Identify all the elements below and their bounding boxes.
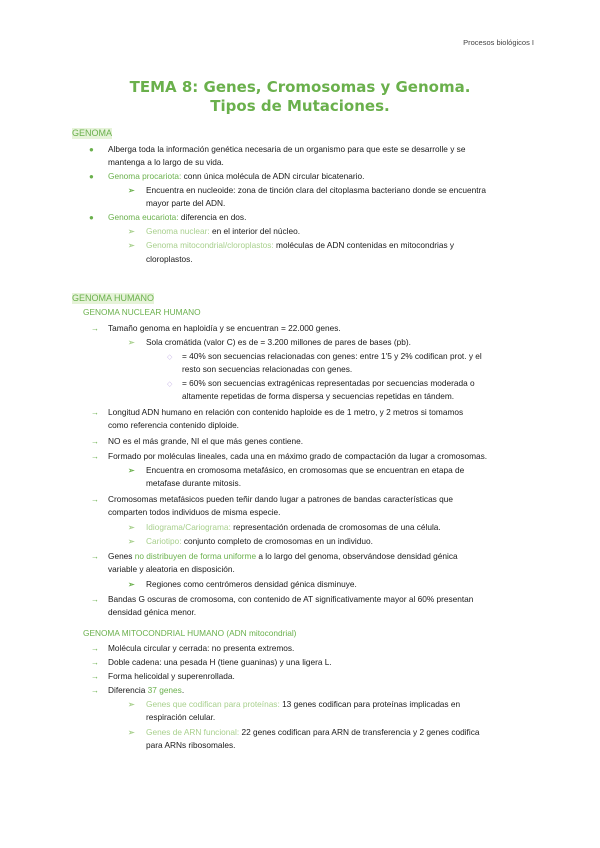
list-item: Forma helicoidal y superenrollada. <box>108 671 235 681</box>
arrow-icon: ➢ <box>128 537 135 546</box>
arrow-icon: ➢ <box>128 728 135 737</box>
list-item: mayor parte del ADN. <box>146 198 226 208</box>
list-item <box>146 727 479 738</box>
list-item: Regiones como centrómeros densidad génica disminuye. <box>146 579 357 589</box>
term-text: 13 genes codifican para proteínas implicadas en <box>279 699 461 709</box>
document-title-line2: Tipos de Mutaciones. <box>210 97 390 115</box>
term-text: diferencia en dos. <box>178 212 247 222</box>
term-label: no distribuyen de forma uniforme <box>134 551 257 561</box>
list-item: Doble cadena: una pesada H (tiene guaninas) y una ligera L. <box>108 657 332 667</box>
term-text: Diferencia <box>108 685 148 695</box>
page-header: Procesos biológicos I <box>463 38 534 47</box>
list-item: Molécula circular y cerrada: no presenta extremos. <box>108 643 295 653</box>
arrow-icon: → <box>91 686 99 695</box>
arrow-icon: ➢ <box>128 227 135 236</box>
arrow-icon: → <box>91 408 99 417</box>
list-item <box>146 226 300 237</box>
list-item: altamente repetidas de forma dispersa y secuencias repetidas en tándem. <box>182 391 455 401</box>
list-item <box>108 685 184 696</box>
list-item: densidad génica menor. <box>108 607 197 617</box>
arrow-icon: → <box>91 437 99 446</box>
list-item: Tamaño genoma en haploidía y se encuentran = 22.000 genes. <box>108 323 341 333</box>
term-text: . <box>181 685 185 695</box>
arrow-icon: ➢ <box>128 186 135 195</box>
arrow-icon: → <box>91 324 99 333</box>
arrow-icon: ➢ <box>128 466 135 475</box>
document-title-line1: TEMA 8: Genes, Cromosomas y Genoma. <box>129 78 471 96</box>
term-text: conjunto completo de cromosomas en un individuo. <box>181 536 373 546</box>
list-item: metafase durante mitosis. <box>146 478 241 488</box>
term-label: 37 genes <box>147 685 182 695</box>
list-item: Sola cromátida (valor C) es de = 3.200 millones de pares de bases (pb). <box>146 337 411 347</box>
list-item: Encuentra en nucleoide: zona de tinción clara del citoplasma bacteriano donde se encuentra <box>146 185 486 195</box>
arrow-icon: → <box>91 495 99 504</box>
list-item: como referencia contenido diploide. <box>108 420 239 430</box>
arrow-icon: → <box>91 595 99 604</box>
section-heading-genoma-humano: GENOMA HUMANO <box>72 293 155 303</box>
bullet-icon: ● <box>89 145 94 154</box>
term-label: Genes de ARN funcional: <box>146 727 240 737</box>
arrow-icon: ➢ <box>128 700 135 709</box>
arrow-icon: → <box>91 672 99 681</box>
list-item: = 40% son secuencias relacionadas con genes: entre 1'5 y 2% codifican prot. y el <box>182 351 482 361</box>
paragraph: Alberga toda la información genética necesaria de un organismo para que este se desarrolle y se <box>108 144 466 154</box>
list-item: resto son secuencias relacionadas con genes. <box>182 364 353 374</box>
term-text: moléculas de ADN contenidas en mitocondrias y <box>273 240 455 250</box>
term-label: Idiograma/Cariograma: <box>146 522 231 532</box>
diamond-icon: ◇ <box>167 381 173 388</box>
list-item: Formado por moléculas lineales, cada una en máximo grado de compactación da lugar a cromosomas. <box>108 451 488 461</box>
list-item: respiración celular. <box>146 712 216 722</box>
list-item: cloroplastos. <box>146 254 193 264</box>
list-item <box>108 551 458 562</box>
term-label: Genes que codifican para proteínas: <box>146 699 280 709</box>
term-label: Genoma mitocondrial/cloroplastos: <box>146 240 274 250</box>
section-heading-genoma: GENOMA <box>72 128 113 138</box>
arrow-icon: → <box>91 658 99 667</box>
arrow-icon: → <box>91 552 99 561</box>
list-item <box>108 171 364 182</box>
list-item <box>146 522 441 533</box>
diamond-icon: ◇ <box>167 354 173 361</box>
term-text: 22 genes codifican para ARN de transferencia y 2 genes codifica <box>239 727 480 737</box>
arrow-icon: ➢ <box>128 523 135 532</box>
arrow-icon: ➢ <box>128 241 135 250</box>
subsection-heading-nuclear: GENOMA NUCLEAR HUMANO <box>83 307 201 317</box>
list-item: Longitud ADN humano en relación con contenido haploide es de 1 metro, y 2 metros si tomamos <box>108 407 464 417</box>
subsection-heading-mitocondrial: GENOMA MITOCONDRIAL HUMANO (ADN mitocondrial) <box>83 628 297 638</box>
arrow-icon: → <box>91 452 99 461</box>
list-item: Encuentra en cromosoma metafásico, en cromosomas que se encuentran en etapa de <box>146 465 465 475</box>
paragraph: mantenga a lo largo de su vida. <box>108 157 224 167</box>
term-text: Genes <box>108 551 135 561</box>
arrow-icon: → <box>91 644 99 653</box>
list-item <box>146 240 454 251</box>
term-text: a lo largo del genoma, observándose densidad génica <box>256 551 458 561</box>
arrow-icon: ➢ <box>128 338 135 347</box>
term-label: Genoma procariota: <box>108 171 182 181</box>
arrow-icon: ➢ <box>128 580 135 589</box>
term-text: en el interior del núcleo. <box>209 226 301 236</box>
term-label: Cariotipo: <box>146 536 182 546</box>
bullet-icon: ● <box>89 172 94 181</box>
list-item: Bandas G oscuras de cromosoma, con contenido de AT significativamente mayor al 60% presentan <box>108 594 474 604</box>
term-label: Genoma eucariota: <box>108 212 179 222</box>
term-text: conn única molécula de ADN circular bicatenario. <box>181 171 365 181</box>
list-item: para ARNs ribosomales. <box>146 740 236 750</box>
list-item <box>146 699 460 710</box>
list-item <box>146 536 373 547</box>
list-item: Cromosomas metafásicos pueden teñir dando lugar a patrones de bandas características que <box>108 494 453 504</box>
list-item: NO es el más grande, NI el que más genes contiene. <box>108 436 304 446</box>
list-item: variable y aleatoria en disposición. <box>108 564 235 574</box>
list-item: = 60% son secuencias extragénicas representadas por secuencias moderada o <box>182 378 475 388</box>
term-text: representación ordenada de cromosomas de una célula. <box>230 522 441 532</box>
bullet-icon: ● <box>89 213 94 222</box>
list-item: comparten todos individuos de misma especie. <box>108 507 281 517</box>
list-item <box>108 212 246 223</box>
term-label: Genoma nuclear: <box>146 226 210 236</box>
